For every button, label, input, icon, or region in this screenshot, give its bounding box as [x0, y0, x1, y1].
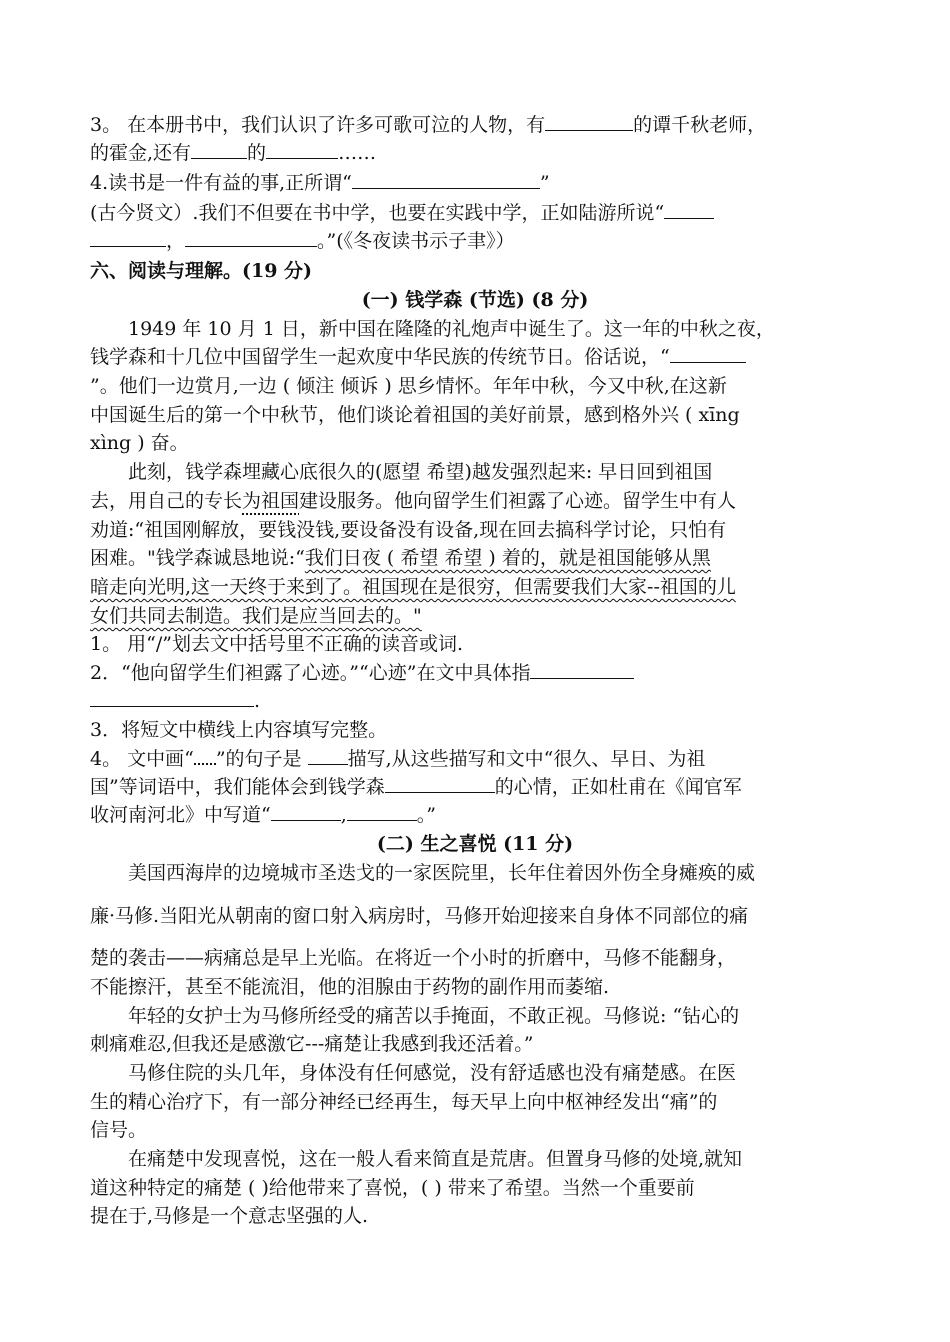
p2-para1-line2: 廉·马修.当阳光从朝南的窗口射入病房时，马修开始迎接来自身体不同部位的痛 [90, 905, 749, 927]
s5-q3-line1 [90, 112, 766, 138]
p2-para1-line1: 美国西海岸的边境城市圣迭戈的一家医院里，长年住着因外伤全身瘫痪的威 [128, 862, 756, 884]
p2-para4-line1: 在痛楚中发现喜悦，这在一般人看来简直是荒唐。但置身马修的处境,就知 [128, 1148, 743, 1170]
answer-blank[interactable] [352, 170, 540, 189]
p1-question2 [90, 660, 634, 686]
s5-q3-text-b: 的谭千秋老师， [633, 114, 767, 136]
answer-blank[interactable] [670, 344, 746, 363]
answer-blank[interactable] [545, 112, 633, 131]
p1-question4-text-d: 国”等词语中，我们能体会到钱学森 [90, 776, 385, 798]
s5-q4-text-c: (古今贤文）.我们不但要在书中学，也要在实践中学，正如陆游所说“ [90, 202, 665, 224]
p1-para2-line5 [90, 574, 736, 600]
p2-para2-line1: 年轻的女护士为马修所经受的痛苦以手掩面，不敢正视。马修说: “钻心的 [128, 1005, 740, 1027]
p1-question3: 3．将短文中横线上内容填写完整。 [90, 719, 388, 741]
p2-para1-line4: 不能擦汗，甚至不能流泪，他的泪腺由于药物的副作用而萎缩. [90, 976, 610, 998]
p1-para2-line4-wavy: 我们日夜 ( 希望 希望 ) 着的，就是祖国能够从黑 [304, 547, 711, 569]
s5-q4-text-d: ， [166, 230, 186, 252]
p2-para4-line2: 道这种特定的痛楚 ( )给他带来了喜悦，( ) 带来了希望。当然一个重要前 [90, 1177, 695, 1199]
p1-question2-end: . [254, 690, 261, 712]
p1-para1-line2 [90, 344, 746, 370]
answer-blank[interactable] [385, 774, 495, 793]
part2-title: (二) 生之喜悦 (11 分) [376, 833, 574, 855]
section6-heading: 六、阅读与理解。(19 分) [90, 260, 313, 282]
p1-para1-line5: xìng ) 奋。 [90, 432, 189, 454]
answer-blank[interactable] [90, 228, 166, 247]
p2-para1-line3: 楚的袭击——病痛总是早上光临。在将近一个小时的折磨中，马修不能翻身， [90, 947, 737, 969]
p1-para2-line1: 此刻，钱学森埋藏心底很久的(愿望 希望)越发强烈起来: 早日回到祖国 [128, 461, 713, 483]
p1-question4-text-g: , [340, 804, 347, 826]
s5-q4-line3 [90, 228, 515, 254]
p1-para1-line1: 1949 年 10 月 1 日，新中国在隆隆的礼炮声中诞生了。这一年的中秋之夜， [128, 318, 775, 340]
answer-blank[interactable] [271, 802, 341, 821]
p1-para2-line2-text-a: 去，用自己的专长 [90, 490, 243, 512]
p1-para2-line4-text-a: 困难。"钱学森诚恳地说:“ [90, 547, 305, 569]
s5-q4-text-e: 。”(《冬夜读书示子聿》） [317, 230, 515, 252]
p2-para3-line3: 信号。 [90, 1119, 148, 1141]
p1-question2-text: 2．“他向留学生们袒露了心迹。”“心迹”在文中具体指 [90, 662, 531, 684]
p2-para3-line1: 马修住院的头几年，身体没有任何感觉，没有舒适感也没有痛楚感。在医 [128, 1062, 737, 1084]
p1-question4-line3 [90, 802, 436, 828]
s5-q4-line1 [90, 170, 550, 196]
answer-blank[interactable] [266, 140, 338, 159]
p1-question4-text-a: 4。 文中画“ [90, 748, 194, 770]
p1-para2-line3: 劝道:“祖国刚解放，要钱没钱,要设备没有设备,现在回去搞科学讨论，只怕有 [90, 519, 727, 541]
p1-question4-text-h: 。” [416, 804, 436, 826]
answer-blank[interactable] [185, 228, 317, 247]
wavy-line-mark [194, 751, 216, 765]
p1-para1-line2-text: 钱学森和十几位中国留学生一起欢度中华民族的传统节日。俗话说，“ [90, 346, 670, 368]
p2-para2-line2: 刺痛难忍,但我还是感激它---痛楚让我感到我还活着。” [90, 1033, 534, 1055]
s5-q3-text-a: 3。 在本册书中，我们认识了许多可歌可泣的人物，有 [90, 114, 546, 136]
p1-para2-line6-wavy: 女们共同去制造。我们是应当回去的。" [90, 605, 422, 627]
p1-para2-line4 [90, 545, 711, 571]
p1-para2-line5-wavy: 暗走向光明,这一天终于来到了。祖国现在是很穷，但需要我们大家--祖国的儿 [90, 576, 736, 598]
s5-q3-line2 [90, 140, 376, 166]
s5-q3-text-c: 的霍金,还有 [90, 142, 192, 164]
answer-blank[interactable] [90, 688, 254, 707]
p1-question4-line2 [90, 774, 742, 800]
p1-question1: 1。 用“/”划去文中括号里不正确的读音或词. [90, 633, 463, 655]
p1-question4-text-b: ”的句子是 [215, 748, 308, 770]
p1-para1-line3: ”。他们一边赏月,一边 ( 倾注 倾诉 ) 思乡情怀。年年中秋，今又中秋,在这新 [90, 375, 727, 397]
answer-blank[interactable] [308, 746, 348, 765]
s5-q3-text-e: …… [338, 142, 377, 164]
p1-para2-line6 [90, 603, 422, 629]
s5-q4-text-b: ” [539, 172, 550, 194]
answer-blank[interactable] [530, 660, 634, 679]
p1-question4-text-e: 的心情，正如杜甫在《闻官军 [494, 776, 742, 798]
p1-question2-cont [90, 688, 260, 714]
answer-blank[interactable] [347, 802, 417, 821]
p1-para2-line2-dotted: 为祖国 [242, 490, 300, 512]
p1-question4-text-f: 收河南河北》中写道“ [90, 804, 271, 826]
s5-q4-line2 [90, 200, 714, 226]
answer-blank[interactable] [191, 140, 247, 159]
s5-q4-text-a: 4.读书是一件有益的事,正所谓“ [90, 172, 352, 194]
answer-blank[interactable] [664, 200, 714, 219]
p1-question4-text-c: 描写,从这些描写和文中“很久、早日、为祖 [347, 748, 706, 770]
p1-para2-line2-text-c: 建设服务。他向留学生们袒露了心迹。留学生中有人 [299, 490, 737, 512]
p2-para3-line2: 生的精心治疗下，有一部分神经已经再生，每天早上向中枢神经发出“痛”的 [90, 1091, 718, 1113]
p1-para2-line2 [90, 488, 736, 514]
s5-q3-text-d: 的 [247, 142, 267, 164]
part1-title: (一) 钱学森 (节选) (8 分) [361, 289, 589, 311]
p1-question4-line1 [90, 746, 705, 772]
p2-para4-line3: 提在于,马修是一个意志坚强的人. [90, 1205, 369, 1227]
p1-para1-line4: 中国诞生后的第一个中秋节，他们谈论着祖国的美好前景，感到格外兴 ( xīng [90, 404, 740, 426]
